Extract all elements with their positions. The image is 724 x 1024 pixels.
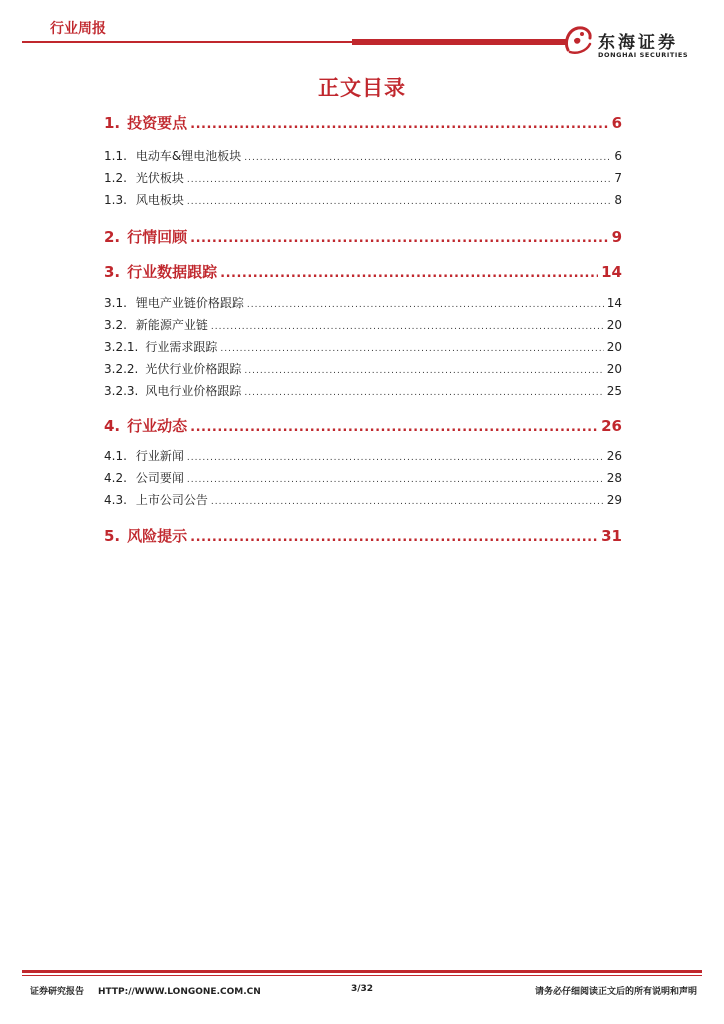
toc-entry[interactable] bbox=[104, 525, 622, 547]
toc-dot-leader bbox=[187, 175, 611, 185]
toc-entry-label: 行业新闻 bbox=[135, 449, 184, 463]
brand-logo bbox=[560, 22, 710, 62]
toc-entry-number: 1.3. bbox=[104, 193, 127, 207]
toc-entry[interactable] bbox=[104, 316, 622, 334]
toc-entry[interactable] bbox=[104, 338, 622, 356]
toc-entry[interactable] bbox=[104, 382, 622, 400]
brand-name-en: DONGHAI SECURITIES bbox=[598, 51, 689, 59]
toc-entry-label: 风电行业价格跟踪 bbox=[145, 384, 242, 398]
page-number: 3/32 bbox=[350, 984, 374, 994]
toc-entry[interactable] bbox=[104, 491, 622, 509]
toc-entry-label: 投资要点 bbox=[127, 114, 188, 132]
toc-entry-page-number: 31 bbox=[601, 527, 622, 545]
toc-entry-label: 行业动态 bbox=[127, 417, 188, 435]
toc-entry-label: 光伏板块 bbox=[135, 171, 184, 185]
toc-entry-number: 1. bbox=[104, 114, 121, 132]
toc-entry-number: 2. bbox=[104, 228, 121, 246]
toc-dot-leader bbox=[247, 300, 604, 310]
dragon-logo-icon bbox=[560, 22, 596, 58]
toc-dot-leader bbox=[187, 197, 611, 207]
footer-disclaimer: 请务必仔细阅读正文后的所有说明和声明 bbox=[534, 987, 697, 997]
footer-report-type: 证券研究报告 bbox=[30, 987, 85, 997]
toc-entry-label: 上市公司公告 bbox=[135, 493, 208, 507]
toc-entry-label: 锂电产业链价格跟踪 bbox=[135, 296, 244, 310]
toc-entry-number: 3.2.2. bbox=[104, 362, 139, 376]
toc-entry-number: 4.3. bbox=[104, 493, 127, 507]
header-accent-bar bbox=[352, 39, 568, 45]
toc-dot-leader bbox=[220, 266, 598, 281]
toc-entry-page-number: 25 bbox=[606, 384, 622, 398]
toc-entry-number: 3.2. bbox=[104, 318, 127, 332]
toc-dot-leader bbox=[220, 344, 603, 354]
toc-entry-number: 4.1. bbox=[104, 449, 127, 463]
toc-entry[interactable] bbox=[104, 447, 622, 465]
toc-entry-page-number: 20 bbox=[606, 362, 622, 376]
toc-entry-label: 电动车&锂电池板块 bbox=[135, 149, 242, 163]
toc-entry-label: 新能源产业链 bbox=[135, 318, 208, 332]
toc-dot-leader bbox=[244, 366, 603, 376]
footer-divider bbox=[22, 975, 702, 976]
toc-entry-number: 1.1. bbox=[104, 149, 127, 163]
toc-entry[interactable] bbox=[104, 191, 622, 209]
toc-entry[interactable] bbox=[104, 469, 622, 487]
toc-dot-leader bbox=[244, 388, 603, 398]
toc-entry-number: 3.1. bbox=[104, 296, 127, 310]
toc-entry-page-number: 6 bbox=[614, 149, 622, 163]
toc-entry-number: 3.2.3. bbox=[104, 384, 139, 398]
toc-entry[interactable] bbox=[104, 261, 622, 283]
toc-entry[interactable] bbox=[104, 147, 622, 165]
footer-website-link[interactable]: HTTP://WWW.LONGONE.COM.CN bbox=[98, 987, 261, 997]
toc-entry-page-number: 26 bbox=[601, 417, 622, 435]
toc-entry-label: 风险提示 bbox=[127, 527, 188, 545]
toc-entry[interactable] bbox=[104, 415, 622, 437]
toc-entry[interactable] bbox=[104, 294, 622, 312]
toc-entry-page-number: 14 bbox=[606, 296, 622, 310]
toc-entry-page-number: 7 bbox=[614, 171, 622, 185]
toc-dot-leader bbox=[190, 231, 608, 246]
toc-entry-number: 5. bbox=[104, 527, 121, 545]
toc-entry[interactable] bbox=[104, 112, 622, 134]
toc-dot-leader bbox=[211, 322, 604, 332]
footer-accent-bar bbox=[22, 970, 702, 973]
toc-entry-number: 3. bbox=[104, 263, 121, 281]
toc-entry-label: 行情回顾 bbox=[127, 228, 188, 246]
brand-name-cn: 东海证券 bbox=[598, 33, 678, 53]
toc-entry-label: 光伏行业价格跟踪 bbox=[145, 362, 242, 376]
toc-entry[interactable] bbox=[104, 360, 622, 378]
toc-entry-label: 行业需求跟踪 bbox=[145, 340, 218, 354]
report-type-tag: 行业周报 bbox=[50, 21, 106, 37]
toc-dot-leader bbox=[211, 497, 604, 507]
toc-entry-label: 风电板块 bbox=[135, 193, 184, 207]
toc-entry-page-number: 20 bbox=[606, 318, 622, 332]
toc-entry-label: 行业数据跟踪 bbox=[127, 263, 218, 281]
toc-entry[interactable] bbox=[104, 226, 622, 248]
toc-dot-leader bbox=[187, 475, 604, 485]
toc-dot-leader bbox=[244, 153, 611, 163]
toc-entry-page-number: 8 bbox=[614, 193, 622, 207]
toc-entry-page-number: 9 bbox=[611, 228, 622, 246]
toc-entry-page-number: 29 bbox=[606, 493, 622, 507]
toc-entry-label: 公司要闻 bbox=[135, 471, 184, 485]
toc-entry-number: 1.2. bbox=[104, 171, 127, 185]
toc-entry-page-number: 6 bbox=[611, 114, 622, 132]
toc-entry-number: 3.2.1. bbox=[104, 340, 139, 354]
page-title: 正文目录 bbox=[318, 76, 406, 100]
toc-dot-leader bbox=[190, 420, 598, 435]
toc-entry-page-number: 20 bbox=[606, 340, 622, 354]
toc-entry[interactable] bbox=[104, 169, 622, 187]
toc-dot-leader bbox=[190, 117, 608, 132]
toc-entry-number: 4. bbox=[104, 417, 121, 435]
toc-dot-leader bbox=[187, 453, 604, 463]
toc-entry-page-number: 26 bbox=[606, 449, 622, 463]
toc-entry-number: 4.2. bbox=[104, 471, 127, 485]
toc-entry-page-number: 28 bbox=[606, 471, 622, 485]
toc-dot-leader bbox=[190, 530, 598, 545]
toc-entry-page-number: 14 bbox=[601, 263, 622, 281]
